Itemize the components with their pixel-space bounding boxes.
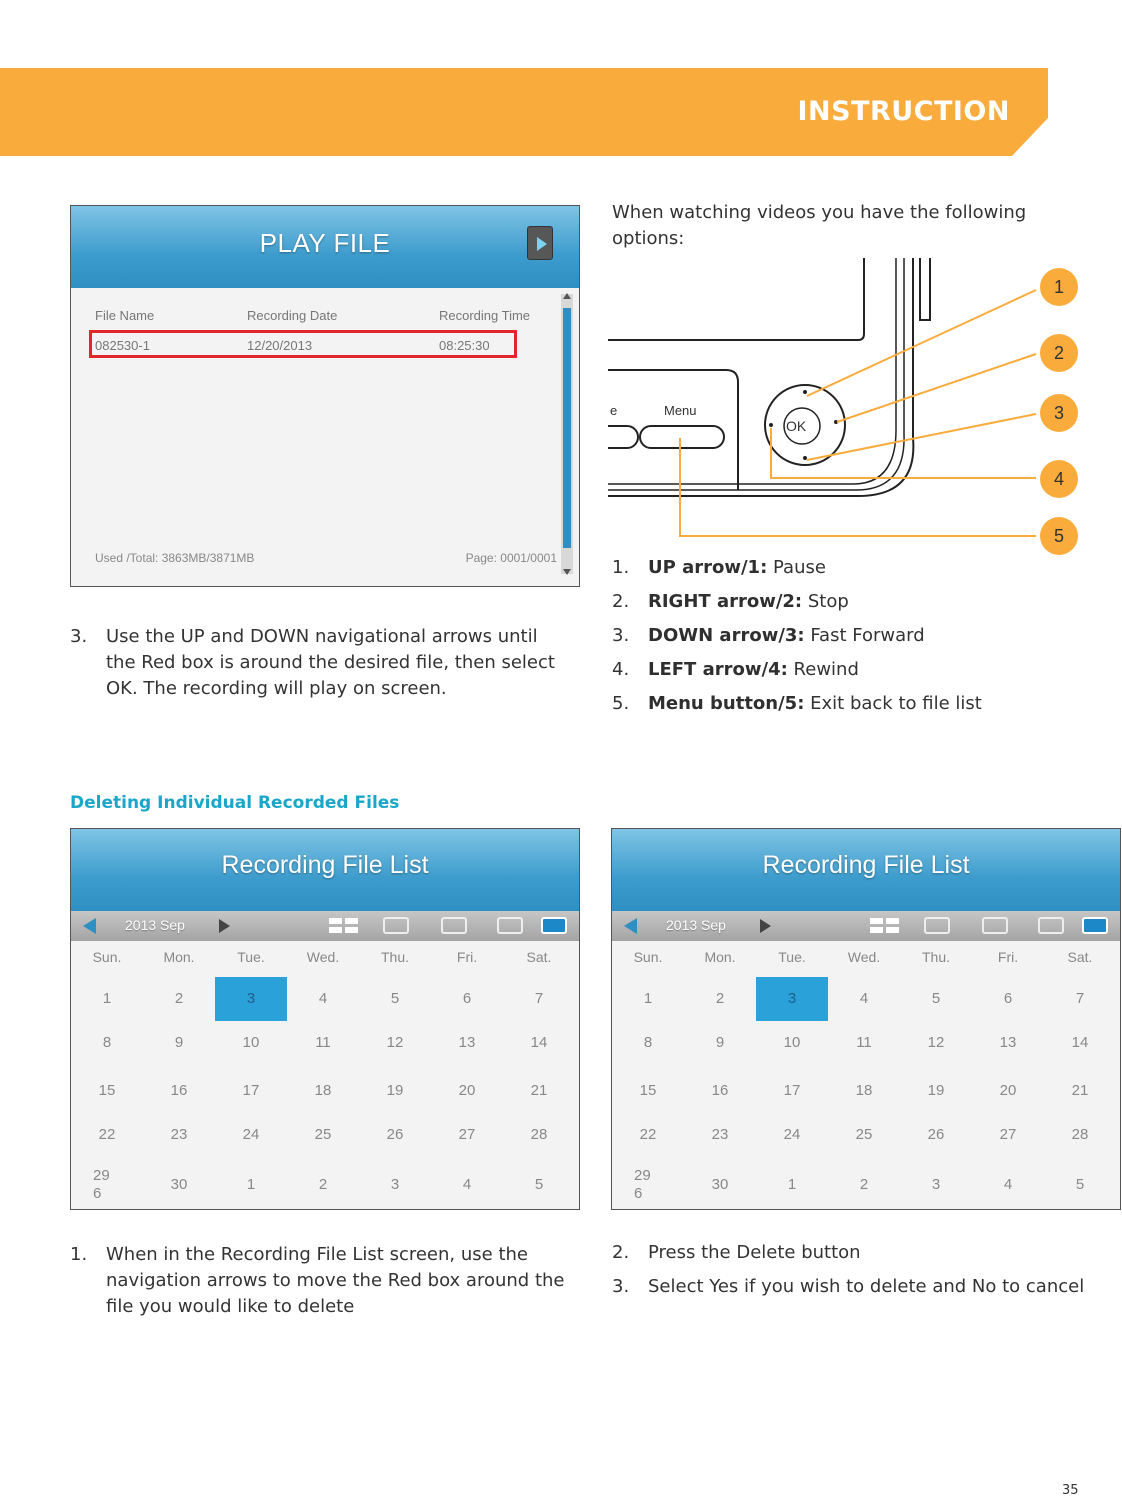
camera-4-icon[interactable] — [1082, 917, 1108, 934]
file-name-cell[interactable]: 082530-1 — [95, 338, 150, 353]
calendar-day[interactable]: 5 — [931, 990, 941, 1007]
calendar-day[interactable]: 17 — [783, 1082, 801, 1099]
scroll-up-icon[interactable] — [563, 293, 571, 299]
camera-2-icon[interactable] — [441, 917, 467, 934]
weekday-label: Tue. — [778, 949, 806, 965]
grid-view-icon[interactable] — [870, 918, 900, 934]
option-rewind — [612, 653, 982, 687]
calendar-day[interactable]: 5 — [390, 990, 400, 1007]
column-recording-date: Recording Date — [247, 308, 338, 323]
calendar-day[interactable]: 12 — [927, 1034, 945, 1051]
calendar-day[interactable]: 28 — [1071, 1126, 1089, 1143]
option-label: LEFT arrow/4: — [648, 659, 788, 680]
calendar-toolbar — [71, 911, 579, 941]
calendar-day[interactable]: 20 — [999, 1082, 1017, 1099]
calendar-day[interactable]: 27 — [999, 1126, 1017, 1143]
calendar-day[interactable]: 30 — [170, 1176, 188, 1193]
option-label: Menu button/5: — [648, 693, 805, 714]
calendar-day[interactable]: 4 — [859, 990, 869, 1007]
prev-month-icon[interactable] — [83, 918, 96, 934]
calendar-day[interactable]: 10 — [242, 1034, 260, 1051]
calendar-day[interactable]: 2 — [318, 1176, 328, 1193]
weekday-label: Sun. — [633, 949, 663, 965]
callout-5: 5 — [1040, 517, 1078, 555]
step-number: 3. — [612, 1276, 630, 1297]
calendar-day[interactable]: 9 — [715, 1034, 725, 1051]
video-options-intro: When watching videos you have the following options: — [612, 202, 1027, 249]
calendar-screen-left — [70, 828, 580, 1210]
calendar-day[interactable]: 6 — [1003, 990, 1013, 1007]
step-delete-2 — [612, 1236, 1084, 1270]
weekday-label: Sat. — [1067, 949, 1093, 965]
calendar-day[interactable]: 4 — [1003, 1176, 1013, 1193]
weekday-label: Thu. — [921, 949, 950, 965]
calendar-day[interactable]: 4 — [462, 1176, 472, 1193]
calendar-day[interactable]: 16 — [170, 1082, 188, 1099]
calendar-day[interactable]: 28 — [530, 1126, 548, 1143]
calendar-title: Recording File List — [221, 851, 429, 879]
calendar-day[interactable]: 22 — [98, 1126, 116, 1143]
callout-1: 1 — [1040, 268, 1078, 306]
step-delete-3 — [612, 1270, 1084, 1304]
calendar-day[interactable]: 18 — [855, 1082, 873, 1099]
calendar-day[interactable]: 23 — [711, 1126, 729, 1143]
callout-2: 2 — [1040, 334, 1078, 372]
calendar-day[interactable]: 2 — [715, 990, 725, 1007]
section-heading: Deleting Individual Recorded Files — [70, 793, 400, 813]
step-number: 3. — [70, 626, 88, 647]
camera-3-icon[interactable] — [1038, 917, 1064, 934]
weekday-label: Mon. — [163, 949, 195, 965]
device-diagram — [608, 258, 1088, 558]
weekday-label: Sat. — [526, 949, 552, 965]
calendar-day[interactable]: 5 — [1075, 1176, 1085, 1193]
calendar-day[interactable]: 26 — [386, 1126, 404, 1143]
weekday-label: Thu. — [380, 949, 409, 965]
calendar-day[interactable]: 9 — [174, 1034, 184, 1051]
weekday-row — [612, 945, 1120, 975]
calendar-day[interactable]: 26 — [927, 1126, 945, 1143]
calendar-day[interactable]: 11 — [315, 1034, 331, 1051]
calendar-day[interactable]: 1 — [246, 1176, 256, 1193]
callout-lines — [680, 290, 1036, 536]
option-pause — [612, 551, 982, 585]
column-file-name: File Name — [95, 308, 155, 323]
calendar-toolbar — [612, 911, 1120, 941]
calendar-day[interactable]: 3 — [756, 977, 828, 1021]
calendar-day[interactable]: 25 — [314, 1126, 332, 1143]
option-stop — [612, 585, 982, 619]
calendar-day[interactable]: 2 — [174, 990, 184, 1007]
calendar-day[interactable]: 30 — [711, 1176, 729, 1193]
callout-3: 3 — [1040, 394, 1078, 432]
calendar-day[interactable]: 27 — [458, 1126, 476, 1143]
option-label: UP arrow/1: — [648, 557, 768, 578]
weekday-label: Sun. — [92, 949, 122, 965]
partial-button-label: e — [610, 403, 618, 418]
calendar-day[interactable]: 5 — [534, 1176, 544, 1193]
calendar-header — [71, 829, 579, 911]
calendar-day[interactable]: 14 — [530, 1034, 548, 1051]
recording-date-cell[interactable]: 12/20/2013 — [247, 338, 313, 353]
option-number: 5. — [612, 693, 630, 714]
weekday-label: Wed. — [847, 949, 881, 965]
option-text: Fast Forward — [810, 625, 925, 646]
header-banner — [0, 68, 1048, 156]
calendar-day[interactable]: 21 — [1071, 1082, 1089, 1099]
calendar-day[interactable]: 21 — [530, 1082, 548, 1099]
callout-4: 4 — [1040, 460, 1078, 498]
step-text: Use the UP and DOWN navigational arrows until the Red box is around the desired file, then select OK. The recording will play on screen. — [106, 626, 555, 699]
device-drawing — [608, 258, 1088, 558]
calendar-day[interactable]: 13 — [999, 1034, 1017, 1051]
camera-1-icon[interactable] — [924, 917, 950, 934]
calendar-day[interactable]: 19 — [386, 1082, 404, 1099]
play-file-title: PLAY FILE — [259, 228, 391, 258]
scroll-down-icon[interactable] — [563, 569, 571, 575]
play-file-header — [71, 206, 579, 288]
calendar-day[interactable]: 8 — [102, 1034, 112, 1051]
weekday-label: Mon. — [704, 949, 736, 965]
calendar-day[interactable]: 2 — [859, 1176, 869, 1193]
scrollbar-thumb[interactable] — [563, 308, 571, 548]
calendar-day[interactable]: 10 — [783, 1034, 801, 1051]
storage-usage: Used /Total: 3863MB/3871MB — [95, 551, 255, 565]
weekday-label: Tue. — [237, 949, 265, 965]
page-title: INSTRUCTION — [797, 96, 1010, 127]
option-number: 4. — [612, 659, 630, 680]
option-number: 2. — [612, 591, 630, 612]
menu-label: Menu — [664, 403, 697, 418]
month-label: 2013 Sep — [666, 917, 726, 933]
option-label: RIGHT arrow/2: — [648, 591, 803, 612]
calendar-day[interactable]: 29 6 — [634, 1167, 651, 1202]
recording-time-cell[interactable]: 08:25:30 — [439, 338, 490, 353]
page-number: 35 — [1062, 1483, 1079, 1498]
calendar-day[interactable]: 22 — [639, 1126, 657, 1143]
calendar-day[interactable]: 13 — [458, 1034, 476, 1051]
scrollbar[interactable] — [561, 294, 573, 574]
play-icon[interactable] — [527, 226, 553, 260]
grid-view-icon[interactable] — [329, 918, 359, 934]
calendar-day[interactable]: 11 — [856, 1034, 872, 1051]
calendar-day[interactable]: 16 — [711, 1082, 729, 1099]
calendar-day[interactable]: 8 — [643, 1034, 653, 1051]
next-month-icon[interactable] — [219, 919, 230, 933]
prev-month-icon[interactable] — [624, 918, 637, 934]
calendar-day[interactable]: 1 — [787, 1176, 797, 1193]
column-recording-time: Recording Time — [439, 308, 531, 323]
delete-steps-list — [612, 1236, 1084, 1304]
calendar-day[interactable]: 18 — [314, 1082, 332, 1099]
weekday-label: Fri. — [456, 949, 478, 965]
calendar-day[interactable]: 3 — [215, 977, 287, 1021]
calendar-day[interactable]: 12 — [386, 1034, 404, 1051]
calendar-day[interactable]: 7 — [1075, 990, 1085, 1007]
calendar-day[interactable]: 19 — [927, 1082, 945, 1099]
camera-4-icon[interactable] — [541, 917, 567, 934]
option-text: Pause — [773, 557, 826, 578]
step-play-file — [70, 624, 570, 702]
next-month-icon[interactable] — [760, 919, 771, 933]
option-text: Exit back to file list — [810, 693, 982, 714]
calendar-day[interactable]: 20 — [458, 1082, 476, 1099]
page-indicator: Page: 0001/0001 — [465, 551, 557, 565]
calendar-day[interactable]: 3 — [390, 1176, 400, 1193]
step-text: When in the Recording File List screen, use the navigation arrows to move the Red box around the file you would like to delete — [106, 1244, 565, 1317]
calendar-screen-right — [611, 828, 1121, 1210]
calendar-day[interactable]: 14 — [1071, 1034, 1089, 1051]
option-fast-forward — [612, 619, 982, 653]
calendar-day[interactable]: 1 — [643, 990, 653, 1007]
step-number: 2. — [612, 1242, 630, 1263]
video-options-list — [612, 551, 982, 721]
calendar-day[interactable]: 29 6 — [93, 1167, 110, 1202]
option-text: Stop — [807, 591, 849, 612]
play-file-screen — [70, 205, 580, 587]
calendar-day[interactable]: 23 — [170, 1126, 188, 1143]
calendar-day[interactable]: 4 — [318, 990, 328, 1007]
ok-label: OK — [786, 418, 807, 434]
month-label: 2013 Sep — [125, 917, 185, 933]
step-text: Select Yes if you wish to delete and No to cancel — [648, 1276, 1085, 1297]
calendar-day[interactable]: 24 — [783, 1126, 801, 1143]
calendar-day[interactable]: 15 — [639, 1082, 657, 1099]
camera-1-icon[interactable] — [383, 917, 409, 934]
step-delete-1 — [70, 1242, 570, 1320]
calendar-day[interactable]: 24 — [242, 1126, 260, 1143]
calendar-day[interactable]: 6 — [462, 990, 472, 1007]
calendar-day[interactable]: 15 — [98, 1082, 116, 1099]
camera-2-icon[interactable] — [982, 917, 1008, 934]
camera-3-icon[interactable] — [497, 917, 523, 934]
calendar-header — [612, 829, 1120, 911]
calendar-day[interactable]: 7 — [534, 990, 544, 1007]
weekday-row — [71, 945, 579, 975]
step-text: Press the Delete button — [648, 1242, 861, 1263]
option-number: 3. — [612, 625, 630, 646]
step-number: 1. — [70, 1244, 88, 1265]
option-exit — [612, 687, 982, 721]
option-text: Rewind — [793, 659, 859, 680]
weekday-label: Fri. — [997, 949, 1019, 965]
calendar-title: Recording File List — [762, 851, 970, 879]
option-number: 1. — [612, 557, 630, 578]
option-label: DOWN arrow/3: — [648, 625, 805, 646]
calendar-day[interactable]: 1 — [102, 990, 112, 1007]
calendar-day[interactable]: 3 — [931, 1176, 941, 1193]
calendar-day[interactable]: 17 — [242, 1082, 260, 1099]
calendar-day[interactable]: 25 — [855, 1126, 873, 1143]
weekday-label: Wed. — [306, 949, 340, 965]
